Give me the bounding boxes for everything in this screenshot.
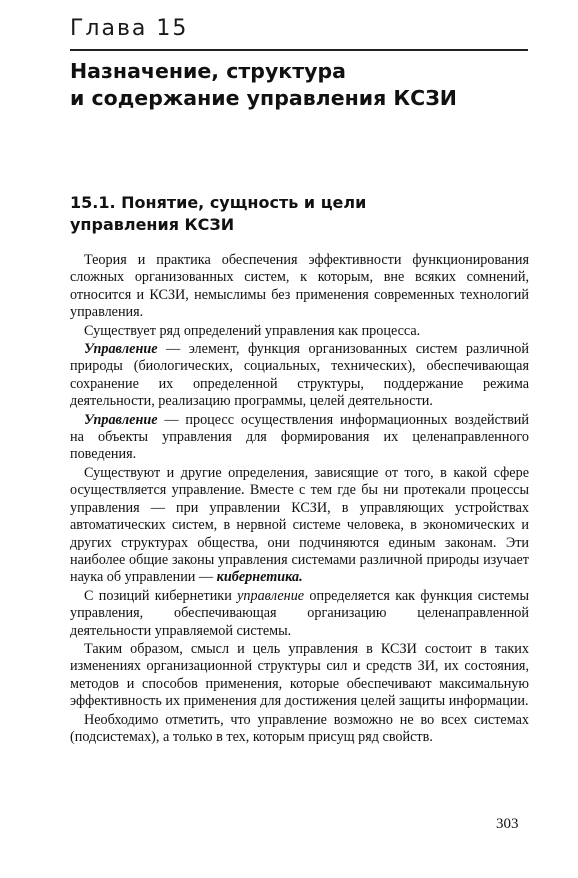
paragraph-8-text: Необходимо отметить, что управление возможно не во всех системах (подсистемах), а только в тех, которым присущ ряд свойств. — [70, 711, 529, 745]
paragraph-3-text: — элемент, функция организованных систем различной природы (биологических, социальных, технических), обеспечивающая сохранение их определенной структуры, поддержание режима деятельности, реализацию программы, целей деятельности. — [70, 341, 529, 410]
paragraph-2 — [70, 323, 529, 340]
paragraph-6-start: С позиций кибернетики — [84, 587, 238, 604]
page-number: 303 — [496, 816, 519, 832]
paragraph-7 — [70, 641, 529, 711]
paragraph-6-term: управление — [237, 587, 305, 604]
paragraph-4-text: — процесс осуществления информационных воздействий на объекты управления для формирования их целенаправленного поведения. — [70, 411, 529, 463]
chapter-title — [70, 58, 530, 112]
paragraph-6-text: определяется как функция системы управления, обеспечивающая организацию целенаправленной деятельности управляемой системы. — [70, 587, 529, 639]
paragraph-4-term: Управление — [84, 411, 158, 428]
paragraph-1 — [70, 252, 529, 322]
paragraph-7-text: Таким образом, смысл и цель управления в КСЗИ состоит в таких изменениях организационной структуры сил и средств ЗИ, их состояния, методов и способов применения, которые обеспечивают максимальную эффективность их применения для достижения целей защиты информации. — [70, 640, 529, 710]
paragraph-3-term: Управление — [84, 341, 158, 358]
section-title-line-2: управления КСЗИ — [70, 215, 235, 234]
paragraph-5-text: Существуют и другие определения, зависящие от того, в какой сфере осуществляется управление. Вместе с тем где бы ни протекали процессы управления — при управлении КСЗИ, в управляющих устройствах автоматических систем, в нервной системе человека, в экономических и других структурах общества, они подчиняются единым законам. Эти наиболее общие законы управления системами различной природы изучает наука об управлении — — [70, 464, 529, 586]
paragraph-3 — [70, 341, 529, 411]
paragraph-2-text: Существует ряд определений управления как процесса. — [84, 322, 421, 339]
section-title — [70, 192, 530, 236]
section-title-line-1: 15.1. Понятие, сущность и цели — [70, 193, 367, 212]
body-text — [70, 252, 529, 746]
chapter-rule — [70, 49, 528, 51]
paragraph-4 — [70, 412, 529, 464]
paragraph-1-text: Теория и практика обеспечения эффективности функционирования сложных организованных систем, к которым, вне всяких сомнений, относится и КСЗИ, немыслимы без применения современных технологий управления. — [70, 252, 529, 321]
paragraph-5 — [70, 465, 529, 587]
paragraph-8 — [70, 712, 529, 747]
chapter-label: Глава 15 — [70, 16, 189, 41]
chapter-title-line-2: и содержание управления КСЗИ — [70, 86, 457, 110]
chapter-title-line-1: Назначение, структура — [70, 59, 346, 83]
paragraph-6 — [70, 588, 529, 640]
paragraph-5-term: кибернетика. — [216, 569, 303, 586]
